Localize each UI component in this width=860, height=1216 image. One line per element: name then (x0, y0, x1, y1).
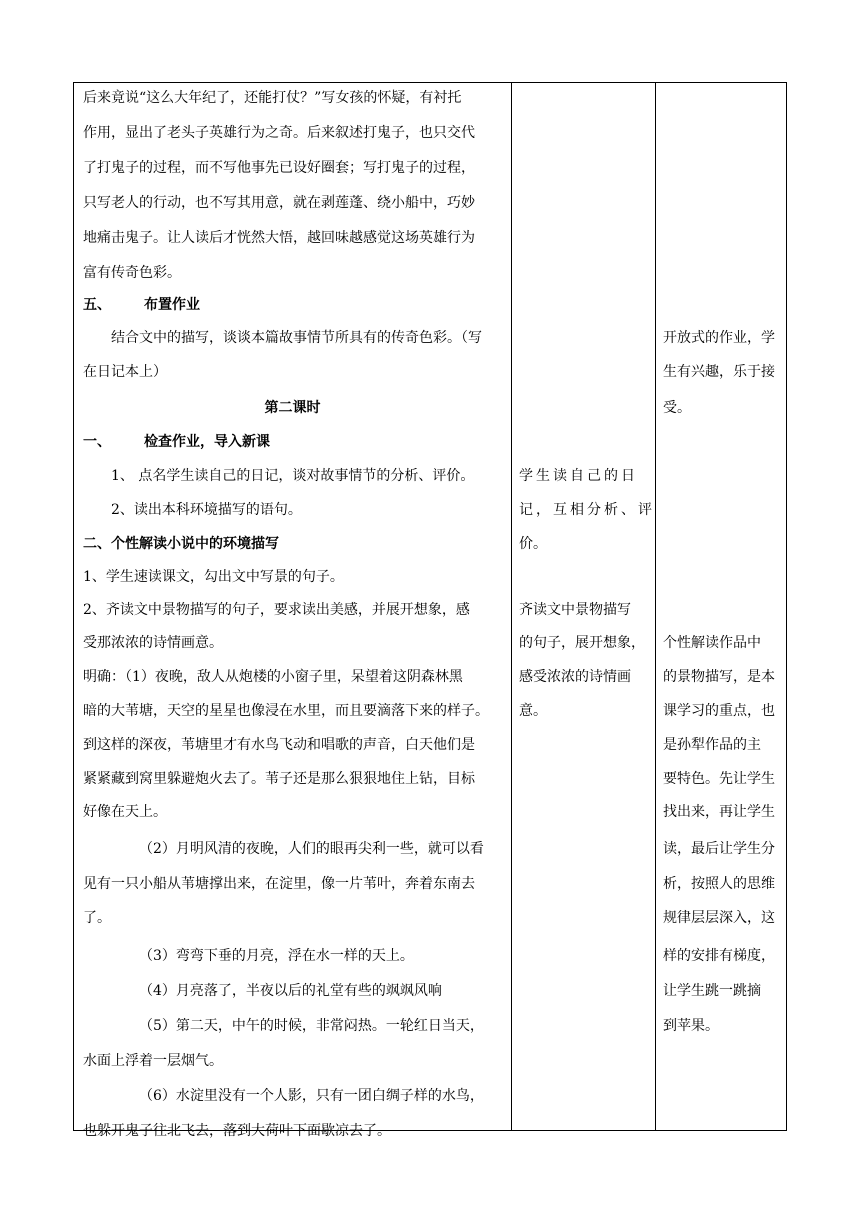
paragraph-line: 2、齐读文中景物描写的句子，要求读出美感，并展开想象，感 (83, 602, 470, 618)
paragraph-line: 只写老人的行动，也不写其用意，就在剥莲蓬、绕小船中，巧妙 (83, 195, 475, 211)
lesson-title: 第二课时 (264, 400, 321, 416)
paragraph-line: 好像在天上。 (83, 804, 167, 820)
paragraph-line: 暗的大苇塘，天空的星星也像浸在水里，而且要滴落下来的样子。 (83, 703, 489, 719)
activity-line: 感受浓浓的诗情画 (519, 669, 631, 685)
section-number: 一、 (83, 434, 111, 450)
activity-line: 学生读自己的日 (519, 468, 638, 484)
activity-line: 记，互相分析、评 (519, 502, 655, 518)
paragraph-line: （2）月明风清的夜晚，人们的眼再尖利一些，就可以看 (139, 841, 484, 857)
activity-line: 的句子，展开想象， (519, 635, 645, 651)
paragraph-line: 水面上浮着一层烟气。 (83, 1053, 223, 1069)
paragraph-line: 2、读出本科环境描写的语句。 (111, 502, 302, 518)
design-notes-column (655, 83, 788, 1130)
note-line: 到苹果。 (663, 1018, 719, 1034)
paragraph-line: 受那浓浓的诗情画意。 (83, 635, 223, 651)
note-line: 受。 (663, 400, 691, 416)
activity-line: 齐读文中景物描写 (519, 602, 631, 618)
note-line: 让学生跳一跳摘 (663, 983, 761, 999)
note-line: 读，最后让学生分 (663, 841, 775, 857)
note-line: 要特色。先让学生 (663, 771, 775, 787)
homework-line: 在日记本上） (83, 364, 167, 380)
section-number: 五、 (83, 297, 111, 313)
paragraph-line: 见有一只小船从苇塘撑出来，在淀里，像一片苇叶，奔着东南去 (83, 876, 475, 892)
paragraph-line: 到这样的深夜，苇塘里才有水鸟飞动和唱歌的声音，白天他们是 (83, 737, 475, 753)
paragraph-line: 地痛击鬼子。让人读后才恍然大悟，越回味越感觉这场英雄行为 (83, 230, 475, 246)
note-line: 样的安排有梯度， (663, 948, 775, 964)
paragraph-line: （6）水淀里没有一个人影，只有一团白绸子样的水鸟， (139, 1088, 484, 1104)
paragraph-line: 1、 点名学生读自己的日记，谈对故事情节的分析、评价。 (111, 468, 475, 484)
paragraph-line: 紧紧藏到窝里躲避炮火去了。苇子还是那么狠狠地住上钻，目标 (83, 771, 475, 787)
homework-line: 结合文中的描写，谈谈本篇故事情节所具有的传奇色彩。（写 (111, 330, 482, 346)
paragraph-line: 后来竟说“这么大年纪了，还能打仗？”写女孩的怀疑，有衬托 (83, 90, 462, 106)
paragraph-line: 作用，显出了老头子英雄行为之奇。后来叙述打鬼子，也只交代 (83, 125, 475, 141)
note-line: 规律层层深入，这 (663, 910, 775, 926)
paragraph-line: （5）第二天，中午的时候，非常闷热。一轮红日当天， (139, 1018, 484, 1034)
note-line: 课学习的重点，也 (663, 703, 775, 719)
activity-line: 价。 (519, 536, 547, 552)
paragraph-line: 也躲开鬼子往北飞去，落到大荷叶下面歇凉去了。 (83, 1123, 391, 1139)
note-line: 生有兴趣，乐于接 (663, 364, 775, 380)
note-line: 个性解读作品中 (663, 635, 761, 651)
activity-line: 意。 (519, 703, 547, 719)
note-line: 是孙犁作品的主 (663, 737, 761, 753)
paragraph-line: （3）弯弯下垂的月亮，浮在水一样的天上。 (139, 948, 414, 964)
section-heading: 检查作业，导入新课 (144, 434, 270, 450)
note-line: 析，按照人的思维 (663, 876, 775, 892)
paragraph-line: （4）月亮落了，半夜以后的礼堂有些的飒飒风响 (139, 983, 442, 999)
paragraph-line: 1、学生速读课文，勾出文中写景的句子。 (83, 569, 344, 585)
student-activity-column (511, 83, 655, 1130)
paragraph-line: 了打鬼子的过程，而不写他事先已设好圈套；写打鬼子的过程， (83, 160, 475, 176)
paragraph-line: 明确：（1）夜晚，敌人从炮楼的小窗子里，呆望着这阴森林黑 (83, 669, 463, 685)
lesson-plan-table (73, 82, 787, 1139)
section-heading: 二、个性解读小说中的环境描写 (83, 536, 279, 552)
paragraph-line: 富有传奇色彩。 (83, 265, 181, 281)
teaching-content-column (74, 83, 511, 1139)
note-line: 开放式的作业，学 (663, 330, 775, 346)
note-line: 的景物描写，是本 (663, 669, 775, 685)
section-heading: 布置作业 (144, 297, 200, 313)
paragraph-line: 了。 (83, 910, 111, 926)
note-line: 找出来，再让学生 (663, 804, 775, 820)
